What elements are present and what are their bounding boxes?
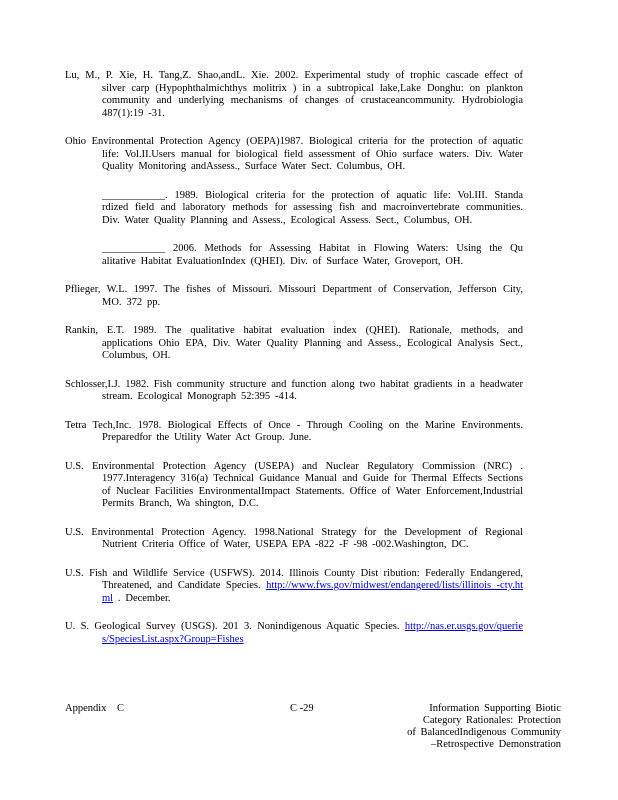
reference-text: U.S. Fish and Wildlife Service (USFWS). 2014. Illinois County Dist ribution: Federally Endangered, Threatened, and Candidate Species.: [65, 567, 523, 591]
reference-link[interactable]: http://nas.er.usgs.gov/queries/SpeciesList.aspx?Group=Fishes: [102, 621, 523, 645]
reference-entry: Lu, M., P. Xie, H. Tang,Z. Shao,andL. Xie. 2002. Experimental study of trophic cascade effect of silver carp (Hypophthalmichthys molitrix ) in a subtropical lake,Lake Donghu: on plankton community and underlying mechanisms of changes of crustaceancommunity. Hydrobiologia 487(1):19 -31.: [65, 70, 523, 119]
footer-title-line: Information Supporting Biotic: [429, 703, 561, 714]
reference-entry: U.S. Environmental Protection Agency (USEPA) and Nuclear Regulatory Commission (NRC) . 1977.Interagency 316(a) Technical Guidance Manual and Guide for Thermal Effects Sections of Nuclear Facilities EnvironmentalImpact Statements. Office of Water Enforcement,Industrial Permits Branch, Wa shington, D.C.: [65, 460, 523, 509]
footer-report-title: [371, 703, 561, 751]
references-list: [65, 70, 523, 662]
reference-entry: ____________. 1989. Biological criteria for the protection of aquatic life: Vol.III. Standa rdized field and laboratory methods for assessing fish and macroinvertebrate communities. Div. Water Quality Planning and Assess., Ecological Assess. Sect., Columbus, OH.: [102, 189, 523, 226]
footer-title-line: of BalancedIndigenous Community: [407, 727, 561, 738]
reference-entry: Tetra Tech,Inc. 1978. Biological Effects of Once - Through Cooling on the Marine Environments. Preparedfor the Utility Water Act Group. June.: [65, 419, 523, 443]
reference-text: . December.: [113, 592, 171, 604]
reference-link[interactable]: http://www.fws.gov/midwest/endangered/lists/illinois -cty.html: [102, 580, 523, 604]
reference-entry: [65, 568, 523, 606]
footer-appendix-label: Appendix C: [65, 703, 125, 714]
footer-page-number: C -29: [290, 703, 314, 714]
reference-text: U. S. Geological Survey (USGS). 201 3. Nonindigenous Aquatic Species.: [65, 621, 405, 632]
footer-title-line: Category Rationales: Protection: [422, 715, 561, 726]
reference-entry: Ohio Environmental Protection Agency (OEPA)1987. Biological criteria for the protection of aquatic life: Vol.II.Users manual for biological field assessment of Ohio surface waters. Div. Water Quality Monitoring andAssess., Surface Water Sect. Columbus, OH.: [65, 136, 523, 172]
page-footer: [65, 703, 561, 763]
reference-entry: Pflieger, W.L. 1997. The fishes of Missouri. Missouri Department of Conservation, Jefferson City, MO. 372 pp.: [65, 284, 523, 308]
reference-entry: U.S. Environmental Protection Agency. 1998.National Strategy for the Development of Regional Nutrient Criteria Office of Water, USEPA EPA -822 -F -98 -002.Washington, DC.: [65, 526, 523, 550]
reference-entry: Schlosser,I.J. 1982. Fish community structure and function along two habitat gradients in a headwater stream. Ecological Monograph 52:395 -414.: [65, 378, 523, 402]
reference-entry: [65, 621, 523, 646]
reference-entry: Rankin, E.T. 1989. The qualitative habitat evaluation index (QHEI). Rationale, methods, and applications Ohio EPA, Div. Water Quality Planning and Assess., Ecological Analysis Sect., Columbus, OH.: [65, 325, 523, 361]
footer-title-line: –Retrospective Demonstration: [430, 739, 561, 750]
reference-entry: ____________ 2006. Methods for Assessing Habitat in Flowing Waters: Using the Qu alitative Habitat EvaluationIndex (QHEI). Div. of Surface Water, Groveport, OH.: [102, 243, 523, 267]
